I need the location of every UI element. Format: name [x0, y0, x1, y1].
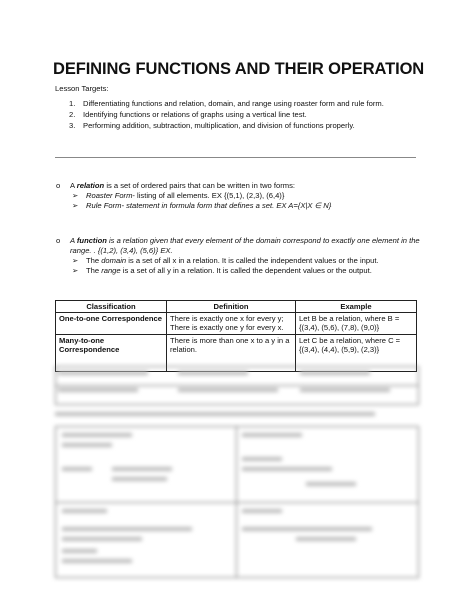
function-definition — [56, 236, 421, 276]
blurred-text — [242, 457, 282, 461]
blurred-text — [58, 371, 148, 375]
function-text — [56, 236, 421, 256]
blurred-text — [242, 433, 302, 437]
blurred-preview-region — [0, 366, 474, 613]
relation-definition — [56, 181, 421, 211]
blurred-text — [306, 482, 356, 486]
relation-text — [56, 181, 421, 191]
arrow-bullet-icon: ➢ — [72, 256, 79, 265]
cell-text: There is more than one x to a y in a relation. — [170, 335, 290, 355]
list-number: 3. — [69, 121, 76, 130]
column-header: Classification — [56, 301, 167, 313]
sub-text: - listing of all elements. EX {(5,1), (2,3), (6,4)} — [132, 191, 285, 200]
blurred-text — [62, 527, 192, 531]
cell-text: Let C be a relation, where C = {(3,4), (4,4), (5,9), (2,3)} — [299, 335, 401, 355]
text-prefix: A — [70, 236, 77, 245]
sub-pre: The — [86, 256, 102, 265]
blurred-text — [242, 509, 282, 513]
blurred-text — [178, 371, 248, 375]
text-rest: is a set of ordered pairs that can be written in two forms: — [104, 181, 295, 190]
cell-text: Many-to-one Correspondence — [59, 335, 120, 355]
circle-bullet-icon: o — [56, 181, 61, 190]
table-cell: There is exactly one x for every y; There is exactly one y for every x. — [167, 312, 296, 334]
blurred-text — [242, 527, 372, 531]
blurred-text — [62, 537, 142, 541]
blurred-text — [300, 388, 390, 392]
table-row — [56, 312, 417, 334]
relation-term: relation — [76, 181, 105, 190]
function-term: function — [76, 236, 107, 245]
text-rest: is a relation given that every element of the domain correspond to exactly one element in the range. . {(1,2), (3,4), (5,6)} EX. — [70, 236, 420, 255]
section-divider — [55, 157, 416, 158]
domain-term: domain — [101, 256, 127, 265]
blurred-text — [62, 443, 112, 447]
list-item — [56, 191, 421, 201]
grid-divider — [56, 502, 418, 503]
sub-text: is a set of all y in a relation. It is called the dependent values or the output. — [120, 266, 372, 275]
table-header-row — [56, 301, 417, 313]
list-number: 2. — [69, 110, 76, 119]
list-item — [55, 110, 425, 120]
arrow-bullet-icon: ➢ — [72, 191, 79, 200]
table-cell: Let B be a relation, where B ={(3,4), (5,6), (7,8), (9,0)} — [296, 312, 417, 334]
blurred-text — [112, 467, 172, 471]
text-prefix: A — [70, 181, 77, 190]
blurred-operations-grid — [55, 426, 419, 578]
blurred-text — [62, 509, 107, 513]
blurred-text — [62, 559, 132, 563]
blurred-text — [62, 549, 97, 553]
lesson-targets-label: Lesson Targets: — [55, 84, 109, 93]
list-item — [56, 256, 421, 266]
list-item-text: Performing addition, subtraction, multiplication, and division of functions properly. — [83, 121, 355, 130]
list-item — [56, 266, 421, 276]
rule-form-term: Rule Form — [86, 201, 122, 210]
table-cell: One-to-one Correspondence — [56, 312, 167, 334]
list-item-text: Identifying functions or relations of graphs using a vertical line test. — [83, 110, 307, 119]
lesson-targets-list — [55, 99, 425, 132]
blurred-text — [58, 388, 138, 392]
blurred-text — [62, 467, 92, 471]
blurred-text — [300, 371, 370, 375]
list-item-text: Differentiating functions and relation, domain, and range using roaster form and rule form. — [83, 99, 384, 108]
list-number: 1. — [69, 99, 76, 108]
arrow-bullet-icon: ➢ — [72, 266, 79, 275]
page-title: DEFINING FUNCTIONS AND THEIR OPERATION — [53, 60, 425, 78]
sub-text: - statement in formula form that defines a set. EX A={X|X ∈ N} — [121, 201, 332, 210]
arrow-bullet-icon: ➢ — [72, 201, 79, 210]
column-header: Example — [296, 301, 417, 313]
column-header: Definition — [167, 301, 296, 313]
sub-text: is a set of all x in a relation. It is called the independent values or the input. — [126, 256, 379, 265]
roaster-form-term: Roaster Form — [86, 191, 133, 200]
classification-table — [55, 300, 417, 372]
list-item — [56, 201, 421, 211]
list-item — [55, 121, 425, 131]
blurred-text — [242, 467, 332, 471]
blurred-table-row — [55, 366, 419, 386]
sub-pre: The — [86, 266, 102, 275]
circle-bullet-icon: o — [56, 236, 61, 245]
blurred-text — [62, 433, 132, 437]
range-term: range — [101, 266, 121, 275]
blurred-text — [112, 477, 167, 481]
blurred-note — [55, 412, 375, 416]
list-item — [55, 99, 425, 109]
blurred-text — [296, 537, 356, 541]
blurred-text — [178, 388, 278, 392]
